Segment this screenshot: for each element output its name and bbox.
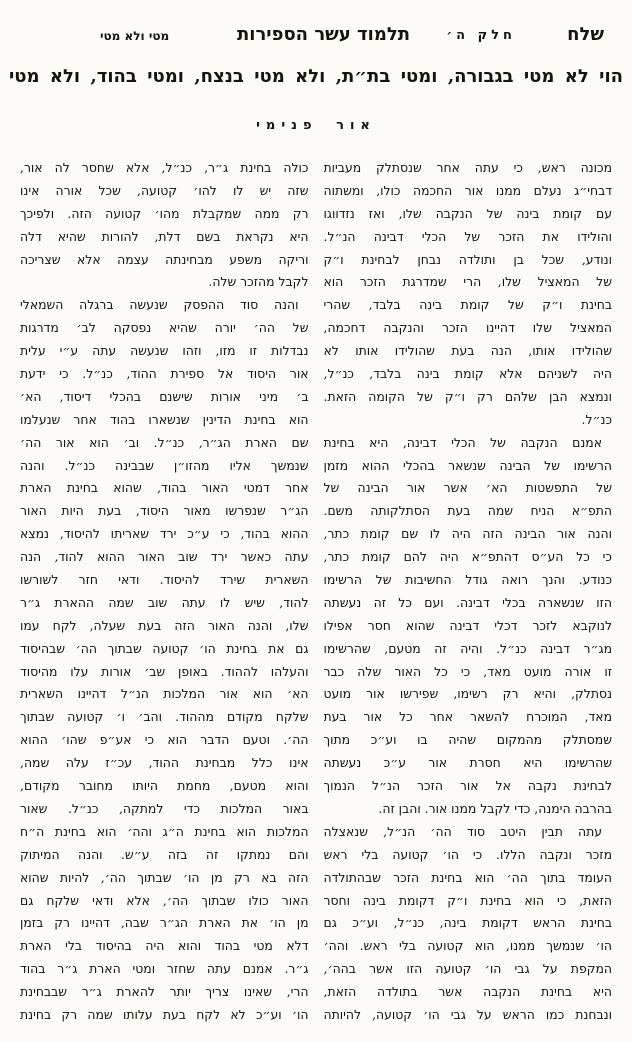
text-line: הזה בא רק מן הו׳ שבתוך הה׳, להיות שהוא xyxy=(20,869,309,885)
section-title-or-pnimi: אור פנימי xyxy=(256,118,376,133)
text-line: מג״ר דבינה כנ״ל. והיה זה מטעם, שהרשימו xyxy=(323,640,612,656)
text-line: שלקח מקודם מההוד. והב׳ ו׳ קטועה שבתוך xyxy=(20,709,309,725)
text-line: העומד בתוך הה׳ הוא בחינת הזכר שבהתולדה xyxy=(323,869,612,885)
paragraph xyxy=(20,294,309,1027)
text-line: המאציל שלו דהיינו הזכר והנקבה דחכמה, xyxy=(323,320,612,336)
book-title: תלמוד עשר הספירות xyxy=(237,24,411,45)
text-line: שמסתלק מהמקום שהיה בו וע״כ מתוך xyxy=(323,732,612,748)
text-line: והנה אור הבינה הזה היה לו שם קומת כתר, xyxy=(323,526,612,542)
text-line: רק ממה שמקבלת מהו׳ קטועה הזה. ולפיכך xyxy=(20,205,309,221)
text-line: בהרבה הימנה, כדי לקבל ממנו אור. והבן זה. xyxy=(378,800,612,816)
text-line: הזו שנשארה בכלי דבינה. ועם כל זה נעשתה xyxy=(323,594,612,610)
text-line: דבחי״ג נעלם ממנו אור החכמה כולו, ומשתוה xyxy=(323,182,612,198)
paragraph xyxy=(324,157,613,432)
text-line: עתה תבין היטב סוד הה׳ הנ״ל, שנאצלה xyxy=(323,823,602,839)
text-line: של הה׳ יורה שהיא נפסקה לב׳ מדרגות xyxy=(20,320,309,336)
parsha-marker: שלח xyxy=(567,24,604,45)
text-line: ונמצא הבן שלהם רק ו״ק של הקומה הזאת. xyxy=(323,388,612,404)
text-line: המקפת על גבי הו׳ קטועה הזו אשר בהה׳, xyxy=(323,961,612,977)
text-line: בחינת ו״ק של קומת בינה בלבד, שהרי xyxy=(323,297,612,313)
text-line: המלכות הוא בחינת ה״ג והה׳ הוא בחינת ה״ח xyxy=(20,823,309,839)
text-line: הו׳ וע״כ לא לקח בעת עלותו שמה רק בחינת xyxy=(20,1006,309,1022)
text-line: שנמשך אליו מהזו״ן שבבינה כנ״ל. והנה xyxy=(20,457,309,473)
text-line: וריקה משפע מבחינתה עצמה אלא שצריכה xyxy=(20,251,309,267)
quoted-source-headline: הוי לא מטי בגבורה, ומטי בת״ת, ולא מטי בנצח, ומטי בהוד, ולא מטי xyxy=(9,66,623,87)
text-line: להוד, שיש לו עתה שוב שמה ההארת ג״ר xyxy=(20,594,309,610)
text-line: ההוא בהוד, כי ע״כ ירד שאריתו להיסוד, נמצא xyxy=(20,526,309,542)
text-line: הוא בחינת הדינין שנשארו בהוד אחר שנעלמו xyxy=(20,411,309,427)
text-line: הרשימו של הבינה שנשאר בהכלי ההוא מזמן xyxy=(323,457,612,473)
text-line: עם קומת בינה של הנקבה שלו, ואז נזדווגו xyxy=(323,205,612,221)
text-line: ג״ר. אמנם עתה שחזר ומטי הארת ג״ר בהוד xyxy=(20,961,309,977)
text-line: ונודע, שכל בן ותולדה נבחן לבחינת ו״ק xyxy=(323,251,612,267)
text-line: בחינת הראש דקומת בינה, כנ״ל, וע״כ גם xyxy=(323,915,612,931)
text-line: שם הארת הג״ר, כנ״ל. וב׳ הוא אור הה׳ xyxy=(20,434,309,450)
text-line: של התפשטות הא׳ אשר אור הבינה של xyxy=(323,480,612,496)
paragraph xyxy=(20,157,309,294)
text-line: כנ״ל. xyxy=(581,411,612,427)
text-line: של המאציל שלו, הרי שמדרגת הזכר הוא xyxy=(323,274,612,290)
text-line: עתה כאשר ירד שוב האור ההוא להוד, הנה xyxy=(20,549,309,565)
text-line: האור כולו שבתוך הה׳, אלא ודאי שלקח גם xyxy=(20,892,309,908)
text-line: באור המלכות כדי למתקה, כנ״ל. שאור xyxy=(20,800,309,816)
text-line: אור היסוד אל ספירת ההוד, כנ״ל. כי ידעת xyxy=(20,366,309,382)
text-line: היא נקראת בשם דלת, להורות שהיא דלה xyxy=(20,228,309,244)
text-line: כנודע. והנך רואה גודל החשיבות של הרשימו xyxy=(323,572,612,588)
text-line: כי כל הע״ס דהתפ״א היה להם קומת כתר, xyxy=(323,549,612,565)
text-line: לבחינת נקבה אל אור הזכר הנ״ל הנמוך xyxy=(323,778,612,794)
text-line: הזאת, כי הוא בחינת ו״ק דקומת בינה וחסר xyxy=(323,892,612,908)
text-line: הג״ר שנפרשו מאור היסוד, בעת היות האור xyxy=(20,503,309,519)
text-line: שזה יש לו להו׳ קטועה, שכל אורה אינו xyxy=(20,182,309,198)
text-line: גם את בחינת הו׳ קטועה שבתוך הה׳ שבהיסוד xyxy=(20,640,309,656)
text-line: מכונה ראש, כי עתה אחר שנסתלק מעביות xyxy=(323,160,612,175)
text-line: לקבל מהזכר שלה. xyxy=(208,274,309,290)
column-right xyxy=(324,157,613,1033)
text-line: דלא מטי בהוד והוא היה בהיסוד בלי הארת xyxy=(20,938,309,954)
column-left xyxy=(20,157,309,1033)
chapter-topic: מטי ולא מטי xyxy=(100,29,170,43)
text-line: היא בחינת הנקבה אשר בתולדה הזאת, xyxy=(323,984,612,1000)
text-line: ונבחנת כמו הראש על גבי הו׳ קטועה, להיותה xyxy=(323,1006,612,1022)
text-line: נבדלות זו מזו, וזהו שנעשה עתה ע״י עלית xyxy=(20,343,309,359)
paragraph xyxy=(324,821,613,1027)
text-line: הרי, שאינו צריך יותר להארת ג״ר שבבחינת xyxy=(20,984,309,1000)
text-line: התפ״א הניח שמה בעת הסתלקותה משם. xyxy=(323,503,612,519)
text-line: והעלהו לההוד. באופן שב׳ אורות עלו מהיסוד xyxy=(20,663,309,679)
text-line: לנוקבא לזכר דכלי דבינה שהוא חסר אפילו xyxy=(323,617,612,633)
text-line: שהולידו אותו, הנה בעת שהולידו אותו לא xyxy=(323,343,612,359)
text-line: והולידו את הזכר של הכלי דבינה הנ״ל. xyxy=(323,228,612,244)
text-line: ב׳ מיני אורות שישנם בהכלי דיסוד, הא׳ xyxy=(20,388,309,404)
text-line: אינו כלל מבחינת ההוד, עכ״ז עלה שמה, xyxy=(20,755,309,771)
text-line: והנה סוד ההפסק שנעשה ברגלה השמאלי xyxy=(20,297,299,313)
text-line: הה׳. וטעם הדבר הוא כי אע״פ שהו׳ ההוא xyxy=(20,732,309,748)
text-line: נסתלק, והיא רק רשימו, שפירשו אור מועט xyxy=(323,686,612,702)
text-line: זו אורה מועט מאד, כי כל האור שלה כבר xyxy=(323,663,612,679)
text-line: שלו, והנה האור הזה בעת שעלה, לקח עמו xyxy=(20,617,309,633)
text-line: כולה בחינת ג״ר, כנ״ל, אלא שחסר לה אור, xyxy=(20,160,309,175)
text-line: אחר דמטי האור בהוד, שהוא בחינת הארת xyxy=(20,480,309,496)
text-line: מזכר ונקבה הללו. כי הו׳ קטועה בלי ראש xyxy=(323,846,612,862)
text-line: היה לשניהם אלא קומת בינה בלבד, כנ״ל, xyxy=(323,366,612,382)
text-line: מן הו׳ את הארת הג״ר שבה, דהיינו רק בזמן xyxy=(20,915,309,931)
text-line: והוא מטעם, מחמת היותו מחובר מקודם, xyxy=(20,778,309,794)
paragraph xyxy=(324,432,613,821)
text-line: השארית שירד להיסוד. ודאי חזר לשורשו xyxy=(20,572,309,588)
text-line: והם נמתקו זה בזה ע״ש. והנה המיתוק xyxy=(20,846,309,862)
text-line: שהרשימו היא חסרת אור ע״כ נעשתה xyxy=(323,755,612,771)
text-line: הא׳ הוא אור המלכות הנ״ל דהיינו השארית xyxy=(20,686,309,702)
text-line: אמנם הנקבה של הכלי דבינה, היא בחינת xyxy=(323,434,602,450)
running-head xyxy=(0,24,632,50)
text-line: הו׳ שנמשך ממנו, הוא קטועה בלי ראש. והה׳ xyxy=(323,938,612,954)
text-columns xyxy=(20,157,612,1033)
text-line: מאד, המוכרח להשאר אחר כל אור בעת xyxy=(323,709,612,725)
part-label: חלק ה׳ xyxy=(446,28,516,43)
